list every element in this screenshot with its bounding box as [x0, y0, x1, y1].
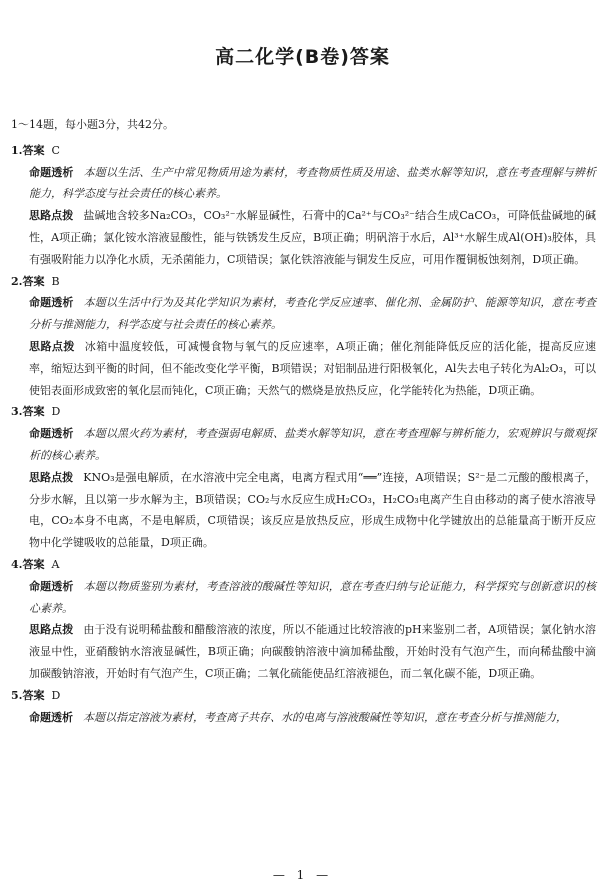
question-block	[11, 271, 596, 402]
question-header	[11, 554, 596, 576]
analysis-paragraph	[11, 707, 596, 729]
answer-label: 答案	[22, 688, 45, 702]
question-header	[11, 685, 596, 707]
question-number: 5.	[11, 688, 23, 702]
hint-label: 思路点拨	[29, 339, 75, 353]
hint-paragraph	[11, 467, 596, 554]
hint-paragraph	[11, 205, 596, 270]
question-number: 1.	[11, 143, 23, 157]
question-block	[11, 554, 596, 685]
question-block	[11, 401, 596, 554]
answer-content	[11, 114, 596, 728]
analysis-paragraph	[11, 292, 596, 336]
analysis-text: 本题以物质鉴别为素材，考查溶液的酸碱性等知识，意在考查归纳与论证能力，科学探究与创新意识的核心素养。	[29, 579, 597, 615]
question-block	[11, 140, 596, 271]
answer-value: B	[51, 274, 60, 288]
page-title: 高二化学(B卷)答案	[215, 46, 390, 68]
answer-label: 答案	[22, 274, 45, 288]
hint-paragraph	[11, 336, 596, 401]
analysis-label: 命题透析	[29, 579, 74, 593]
question-header	[11, 401, 596, 423]
answer-value: A	[51, 557, 60, 571]
hint-text: 盐碱地含较多Na₂CO₃，CO₃²⁻水解显碱性，石膏中的Ca²⁺与CO₃²⁻结合生成CaCO₃，可降低盐碱地的碱性，A项正确；氯化铵水溶液显酸性，能与铁锈发生反应，B项正确；明矾溶于水后，Al³⁺水解生成Al(OH)₃胶体，具有强吸附能力以净化水质，无杀菌能力，C项错误；氯化铁溶液能与铜发生反应，可用作覆铜板蚀刻剂，D项正确。	[29, 209, 596, 266]
question-header	[11, 271, 596, 293]
page-number: — 1 —	[272, 868, 333, 882]
answer-label: 答案	[22, 143, 45, 157]
hint-label: 思路点拨	[29, 623, 74, 637]
hint-label: 思路点拨	[29, 470, 74, 484]
question-header	[11, 140, 596, 162]
answer-value: D	[51, 688, 61, 702]
question-block	[11, 685, 596, 729]
analysis-label: 命题透析	[29, 427, 74, 441]
analysis-label: 命题透析	[29, 165, 74, 179]
hint-paragraph	[11, 619, 596, 684]
analysis-paragraph	[11, 162, 596, 206]
analysis-label: 命题透析	[29, 710, 73, 724]
analysis-text: 本题以指定溶液为素材，考查离子共存、水的电离与溶液酸碱性等知识，意在考查分析与推测能力，	[83, 710, 567, 724]
answer-value: D	[51, 405, 61, 419]
analysis-label: 命题透析	[29, 296, 74, 310]
intro-text: 1～14题，每小题3分，共42分。	[11, 118, 174, 131]
analysis-text: 本题以生活、生产中常见物质用途为素材，考查物质性质及用途、盐类水解等知识，意在考查理解与辨析能力，科学态度与社会责任的核心素养。	[29, 165, 597, 201]
question-number: 2.	[11, 274, 23, 288]
analysis-text: 本题以黑火药为素材，考查强弱电解质、盐类水解等知识，意在考查理解与辨析能力，宏观辨识与微观探析的核心素养。	[29, 427, 597, 462]
analysis-paragraph	[11, 423, 596, 467]
hint-text: 冰箱中温度较低，可减慢食物与氧气的反应速率，A项正确；催化剂能降低反应的活化能，提高反应速率，缩短达到平衡的时间，但不能改变化学平衡，B项错误；对铝制品进行阳极氧化，Al失去电子转化为Al₂O₃，可以使铝表面形成致密的氧化层而钝化，C项正确；天然气的燃烧是放热反应，化学能转化为热能，D项正确。	[29, 339, 596, 397]
question-number: 3.	[11, 405, 23, 419]
analysis-text: 本题以生活中行为及其化学知识为素材，考查化学反应速率、催化剂、金属防护、能源等知识，意在考查分析与推测能力，科学态度与社会责任的核心素养。	[29, 296, 597, 332]
hint-text: KNO₃是强电解质，在水溶液中完全电离，电离方程式用“══”连接，A项错误；S²⁻是二元酸的酸根离子，分步水解，且以第一步水解为主，B项错误；CO₂与水反应生成H₂CO₃，H₂CO₃电离产生自由移动的离子使水溶液导电，CO₂本身不电离，不是电解质，C项错误；该反应是放热反应，形成生成物中化学键放出的总能量高于断开反应物中化学键吸收的总能量，D项正确。	[29, 470, 596, 550]
question-number: 4.	[11, 557, 23, 571]
analysis-paragraph	[11, 576, 596, 620]
answer-label: 答案	[22, 405, 45, 419]
hint-text: 由于没有说明稀盐酸和醋酸溶液的浓度，所以不能通过比较溶液的pH来鉴别二者，A项错误；氯化钠水溶液显中性，亚硝酸钠水溶液显碱性，B项正确；向碳酸钠溶液中滴加稀盐酸，开始时没有气泡产生，而向稀盐酸中滴加碳酸钠溶液，开始时有气泡产生，C项正确；二氧化硫能使品红溶液褪色，而二氧化碳不能，D项正确。	[29, 623, 597, 680]
answer-value: C	[51, 143, 60, 157]
answer-label: 答案	[22, 557, 45, 571]
hint-label: 思路点拨	[29, 209, 74, 223]
